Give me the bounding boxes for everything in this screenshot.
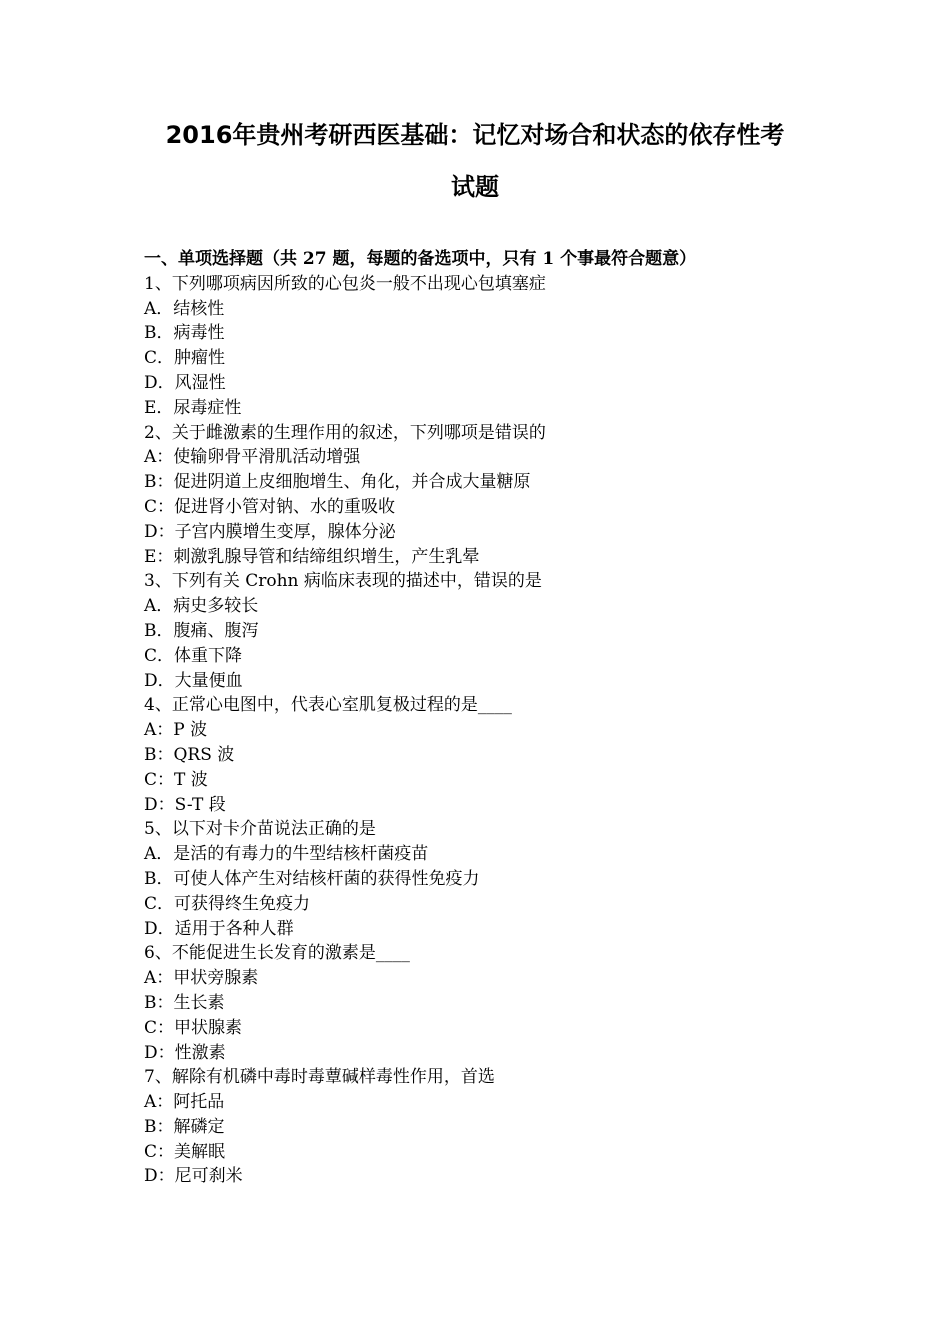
option-d: D：性激素 [144, 1042, 226, 1063]
question-7 [144, 1065, 824, 1189]
option-a: A：P 波 [144, 720, 208, 741]
section-heading: 一、单项选择题（共 27 题，每题的备选项中，只有 1 个事最符合题意） [144, 249, 697, 269]
option-c: C．可获得终生免疫力 [144, 893, 311, 914]
option-b: B．病毒性 [144, 323, 225, 344]
option-b: B．可使人体产生对结核杆菌的获得性免疫力 [144, 868, 480, 889]
option-d: D：子宫内膜增生变厚，腺体分泌 [144, 521, 396, 542]
option-d: D：S-T 段 [144, 794, 226, 815]
question-4 [144, 693, 824, 817]
question-2 [144, 421, 824, 570]
question-1 [144, 272, 824, 421]
question-5 [144, 817, 824, 941]
question-stem: 6、不能促进生长发育的激素是____ [144, 943, 410, 964]
option-a: A：阿托品 [144, 1092, 225, 1113]
document-title-line-2: 试题 [451, 173, 499, 201]
document-content [144, 247, 824, 1189]
option-c: C：促进肾小管对钠、水的重吸收 [144, 496, 396, 517]
question-stem: 5、以下对卡介苗说法正确的是 [144, 819, 376, 840]
question-stem: 3、下列有关 Crohn 病临床表现的描述中，错误的是 [144, 571, 542, 592]
option-b: B：生长素 [144, 992, 225, 1013]
option-c: C．肿瘤性 [144, 348, 226, 369]
option-e: E．尿毒症性 [144, 397, 242, 418]
question-stem: 4、正常心电图中，代表心室肌复极过程的是____ [144, 695, 512, 716]
option-d: D．大量便血 [144, 670, 243, 691]
option-d: D．适用于各种人群 [144, 918, 294, 939]
option-a: A．是活的有毒力的牛型结核杆菌疫苗 [144, 844, 429, 865]
option-d: D．风湿性 [144, 372, 226, 393]
option-a: A：使输卵骨平滑肌活动增强 [144, 447, 361, 468]
option-a: A．病史多较长 [144, 596, 259, 617]
option-b: B：解磷定 [144, 1116, 225, 1137]
question-3 [144, 569, 824, 693]
option-c: C：甲状腺素 [144, 1017, 243, 1038]
question-stem: 1、下列哪项病因所致的心包炎一般不出现心包填塞症 [144, 273, 546, 294]
question-stem: 7、解除有机磷中毒时毒蕈碱样毒性作用，首选 [144, 1067, 495, 1088]
option-c: C：T 波 [144, 769, 208, 790]
option-c: C．体重下降 [144, 645, 243, 666]
question-stem: 2、关于雌激素的生理作用的叙述，下列哪项是错误的 [144, 422, 546, 443]
question-6 [144, 941, 824, 1065]
document-title-line-1: 2016年贵州考研西医基础：记忆对场合和状态的依存性考 [165, 121, 785, 149]
option-a: A．结核性 [144, 298, 225, 319]
option-b: B：促进阴道上皮细胞增生、角化，并合成大量糖原 [144, 472, 531, 493]
option-a: A：甲状旁腺素 [144, 968, 259, 989]
option-e: E：刺激乳腺导管和结缔组织增生，产生乳晕 [144, 546, 480, 567]
option-d: D：尼可刹米 [144, 1166, 243, 1187]
option-c: C：美解眠 [144, 1141, 226, 1162]
option-b: B：QRS 波 [144, 744, 235, 765]
option-b: B．腹痛、腹泻 [144, 620, 259, 641]
